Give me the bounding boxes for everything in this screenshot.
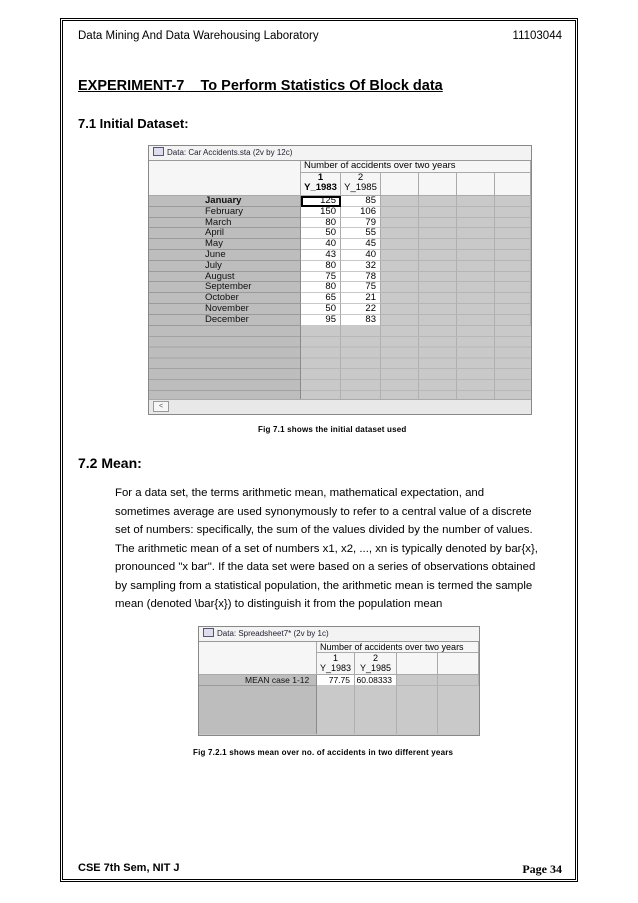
empty-cell (381, 282, 419, 293)
paragraph-line: by sampling from a statistical population, the arithmetic mean is termed the sample (115, 579, 533, 592)
header-title: Data Mining And Data Warehousing Laboratory (78, 30, 319, 42)
empty-cell (495, 261, 531, 272)
column-name: Y_1983 (304, 182, 337, 193)
data-cell-y1983[interactable]: 40 (301, 239, 341, 250)
paragraph-line: sometimes average are used synonymously to refer to a central value of a discrete (115, 505, 532, 518)
mean-value-y1983[interactable]: 77.75 (317, 675, 355, 686)
experiment-heading (78, 78, 443, 94)
corner-cell (199, 642, 317, 675)
column-number: 2 (372, 653, 378, 663)
column-header-y1985[interactable] (341, 173, 381, 196)
column-header-y1983[interactable] (317, 653, 355, 675)
data-cell-y1985[interactable]: 78 (341, 272, 381, 283)
data-cell-y1985[interactable]: 55 (341, 228, 381, 239)
column-name: Y_1985 (344, 182, 377, 193)
data-cell-y1983[interactable]: 150 (301, 207, 341, 218)
data-cell-y1983[interactable]: 80 (301, 282, 341, 293)
data-cell-y1985[interactable]: 21 (341, 293, 381, 304)
empty-cell (495, 282, 531, 293)
row-label[interactable]: January (149, 196, 301, 207)
data-cell-y1983[interactable]: 80 (301, 261, 341, 272)
column-header-y1983[interactable] (301, 173, 341, 196)
empty-cell (457, 228, 495, 239)
mean-paragraph (115, 484, 555, 614)
column-header-empty (397, 653, 438, 675)
empty-cell (419, 282, 457, 293)
empty-cell (419, 196, 457, 207)
empty-cell (419, 304, 457, 315)
data-cell-y1983[interactable]: 80 (301, 218, 341, 229)
row-label[interactable]: August (149, 272, 301, 283)
empty-cell (457, 272, 495, 283)
empty-cell (495, 239, 531, 250)
row-label[interactable]: May (149, 239, 301, 250)
section-heading-initial-dataset: 7.1 Initial Dataset: (78, 116, 189, 131)
data-cell-y1985[interactable]: 45 (341, 239, 381, 250)
empty-cell (457, 196, 495, 207)
spreadsheet-grid (149, 161, 531, 401)
footer-page-number: Page 34 (522, 862, 562, 876)
row-label-mean[interactable]: MEAN case 1-12 (199, 675, 317, 686)
experiment-title: To Perform Statistics Of Block data (200, 78, 443, 94)
figure-caption-7-1: Fig 7.1 shows the initial dataset used (258, 425, 407, 434)
empty-cell (419, 218, 457, 229)
paragraph-line: For a data set, the terms arithmetic mean, mathematical expectation, and (115, 487, 485, 499)
section-heading-mean: 7.2 Mean: (78, 455, 142, 471)
empty-cell (381, 218, 419, 229)
empty-cell (495, 315, 531, 326)
empty-cell (457, 239, 495, 250)
empty-cell (495, 228, 531, 239)
empty-cell (457, 250, 495, 261)
row-label[interactable]: October (149, 293, 301, 304)
column-header-y1985[interactable] (355, 653, 397, 675)
empty-cell (381, 304, 419, 315)
empty-cell (381, 239, 419, 250)
spreadsheet-mean (198, 626, 480, 736)
empty-row-labels (199, 686, 317, 734)
empty-grid-area (301, 326, 531, 399)
empty-cell (381, 261, 419, 272)
spreadsheet-car-accidents (148, 145, 532, 415)
mean-value-y1985[interactable]: 60.08333 (355, 675, 397, 686)
data-cell-y1985[interactable]: 22 (341, 304, 381, 315)
empty-cell (495, 272, 531, 283)
spreadsheet-titlebar (199, 627, 479, 642)
empty-grid-area (317, 686, 479, 734)
paragraph-line: mean (denoted \bar{x}) to distinguish it from the population mean (115, 598, 443, 610)
footer-course: CSE 7th Sem, NIT J (78, 862, 180, 874)
empty-cell (419, 272, 457, 283)
empty-cell (495, 304, 531, 315)
column-name: Y_1985 (359, 663, 392, 673)
row-label[interactable]: February (149, 207, 301, 218)
window-icon (153, 147, 164, 156)
empty-row-labels (149, 326, 301, 399)
spreadsheet-titlebar (149, 146, 531, 161)
data-cell-y1985[interactable]: 40 (341, 250, 381, 261)
paragraph-line: pronounced "x bar". If the data set were based on a series of observations obtained (115, 561, 536, 573)
empty-cell (457, 218, 495, 229)
column-name: Y_1983 (319, 663, 352, 673)
data-cell-y1985[interactable]: 75 (341, 282, 381, 293)
data-cell-y1983[interactable]: 75 (301, 272, 341, 283)
empty-cell (495, 207, 531, 218)
empty-cell (419, 315, 457, 326)
data-cell-y1983[interactable]: 50 (301, 304, 341, 315)
data-cell-y1985[interactable]: 79 (341, 218, 381, 229)
header-roll-number: 11103044 (512, 30, 562, 42)
empty-cell (457, 261, 495, 272)
row-label[interactable]: December (149, 315, 301, 326)
empty-cell (495, 196, 531, 207)
spreadsheet-title: Data: Car Accidents.sta (2v by 12c) (167, 148, 293, 157)
empty-cell (457, 293, 495, 304)
row-label[interactable]: June (149, 250, 301, 261)
group-header: Number of accidents over two years (301, 161, 531, 173)
paragraph-line: set of numbers: specifically, the sum of the values divided by the number of values. (115, 524, 533, 536)
empty-cell (495, 218, 531, 229)
column-number: 1 (317, 172, 324, 183)
column-header-empty (495, 173, 531, 196)
data-cell-y1985[interactable]: 83 (341, 315, 381, 326)
scroll-left-arrow-icon[interactable]: < (153, 401, 169, 412)
empty-cell (457, 315, 495, 326)
data-cell-y1983[interactable]: 125 (301, 196, 341, 207)
empty-cell (495, 293, 531, 304)
empty-cell (457, 282, 495, 293)
empty-cell (419, 250, 457, 261)
empty-cell (419, 228, 457, 239)
column-header-empty (438, 653, 479, 675)
empty-cell (397, 675, 438, 686)
empty-cell (381, 293, 419, 304)
empty-cell (495, 250, 531, 261)
empty-cell (381, 272, 419, 283)
empty-cell (381, 228, 419, 239)
row-label[interactable]: November (149, 304, 301, 315)
empty-cell (381, 207, 419, 218)
paragraph-line: The arithmetic mean of a set of numbers x1, x2, ..., xn is typically denoted by bar{x}, (115, 542, 538, 555)
row-label[interactable]: September (149, 282, 301, 293)
empty-cell (419, 261, 457, 272)
data-cell-y1985[interactable]: 85 (341, 196, 381, 207)
column-header-empty (457, 173, 495, 196)
empty-cell (457, 304, 495, 315)
empty-cell (419, 207, 457, 218)
horizontal-scrollbar[interactable] (149, 399, 531, 414)
empty-cell (381, 196, 419, 207)
row-label[interactable]: March (149, 218, 301, 229)
column-header-empty (419, 173, 457, 196)
group-header: Number of accidents over two years (317, 642, 479, 653)
experiment-label: EXPERIMENT-7 (78, 78, 185, 94)
empty-cell (381, 315, 419, 326)
column-number: 1 (332, 653, 338, 663)
data-cell-y1983[interactable]: 50 (301, 228, 341, 239)
data-cell-y1983[interactable]: 95 (301, 315, 341, 326)
spreadsheet-title: Data: Spreadsheet7* (2v by 1c) (217, 629, 329, 638)
empty-cell (419, 293, 457, 304)
spreadsheet-grid (199, 642, 479, 734)
data-cell-y1985[interactable]: 106 (341, 207, 381, 218)
empty-cell (419, 239, 457, 250)
column-number: 2 (357, 172, 364, 183)
figure-caption-7-2-1: Fig 7.2.1 shows mean over no. of accidents in two different years (193, 748, 454, 757)
empty-cell (381, 250, 419, 261)
row-label[interactable]: April (149, 228, 301, 239)
data-cell-y1983[interactable]: 43 (301, 250, 341, 261)
window-icon (203, 628, 214, 637)
column-header-empty (381, 173, 419, 196)
corner-cell (149, 161, 301, 196)
data-cell-y1985[interactable]: 32 (341, 261, 381, 272)
row-label[interactable]: July (149, 261, 301, 272)
data-cell-y1983[interactable]: 65 (301, 293, 341, 304)
empty-cell (438, 675, 479, 686)
empty-cell (457, 207, 495, 218)
